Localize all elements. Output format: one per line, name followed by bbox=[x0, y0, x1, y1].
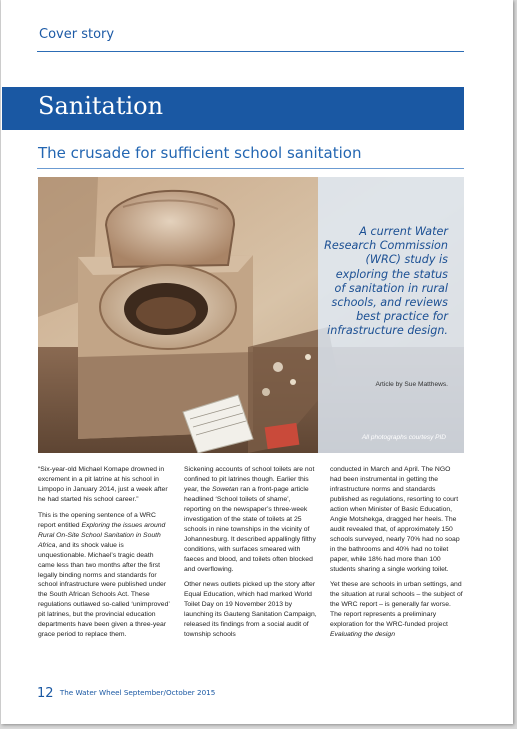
page-footer bbox=[37, 686, 215, 701]
magazine-page bbox=[1, 0, 513, 724]
publication-name: The Water Wheel September/October 2015 bbox=[59, 688, 216, 697]
photo-credit: All photographs courtesy PID bbox=[361, 434, 446, 441]
paragraph: Sickening accounts of school toilets are not confined to pit latrines though. Earlier this year, the Sowetan ran a front-page article headlined ‘School toilets of shame’, reporting on the newspaper’s three-week investigation of the state of toilets at 25 schools in nine townships in the vicinity of Johannesburg. It described appallingly filthy conditions, with surfaces smeared with faeces and blood, and toilets often blocked and overflowing. bbox=[184, 466, 316, 573]
article-title: Sanitation bbox=[38, 92, 164, 120]
column-1 bbox=[38, 465, 171, 646]
paragraph: Yet these are schools in urban settings, and the situation at rural schools – the subject of the WRC report – is generally far worse. The report represents a preliminary exploration for the WRC-funded project Evaluating the design bbox=[330, 581, 463, 639]
cover-photo bbox=[38, 177, 464, 453]
column-3 bbox=[330, 465, 463, 646]
article-subtitle: The crusade for sufficient school sanitation bbox=[38, 144, 362, 162]
section-label: Cover story bbox=[39, 27, 115, 42]
byline: Article by Sue Matthews. bbox=[375, 381, 448, 388]
intro-panel bbox=[318, 177, 464, 453]
subtitle-rule bbox=[37, 168, 464, 169]
header-rule bbox=[37, 51, 464, 52]
intro-text: A current Water Research Commission (WRC) study is exploring the status of sanitation in rural schools, and reviews best practice for infrastructure design. bbox=[324, 225, 448, 338]
column-2 bbox=[184, 465, 317, 646]
paragraph: This is the opening sentence of a WRC report entitled Exploring the issues around Rural On-Site School Sanitation in South Africa, and its shock value is unquestionable. Michael’s tragic death came less than two months after the first legally binding norms and standards for school infrastructure were published under the South African Schools Act. These regulations outlawed so-called ‘unimproved’ pit latrines, but the provincial education departments have been given a three-year grace period to replace them. bbox=[38, 511, 170, 639]
paragraph: “Six-year-old Michael Komape drowned in excrement in a pit latrine at his school in Limpopo in January 2014, just a week after he had started his school career.” bbox=[38, 466, 168, 503]
page-number: 12 bbox=[37, 686, 54, 701]
paragraph: conducted in March and April. The NGO had been instrumental in getting the infrastructure norms and standards published as regulations, resorting to court action when Minister of Basic Education, Angie Motshekga, dragged her heels. The audit revealed that, of approximately 150 schools surveyed, nearly 70% had no soap in the bathrooms and 40% had no toilet paper, while 18% had more than 100 students sharing a single working toilet. bbox=[330, 466, 460, 573]
paragraph: Other news outlets picked up the story after Equal Education, which had marked World Toilet Day on 19 November 2013 by launching its Gauteng Sanitation Campaign, released its findings from a social audit of township schools bbox=[184, 581, 317, 639]
title-band bbox=[2, 87, 464, 130]
